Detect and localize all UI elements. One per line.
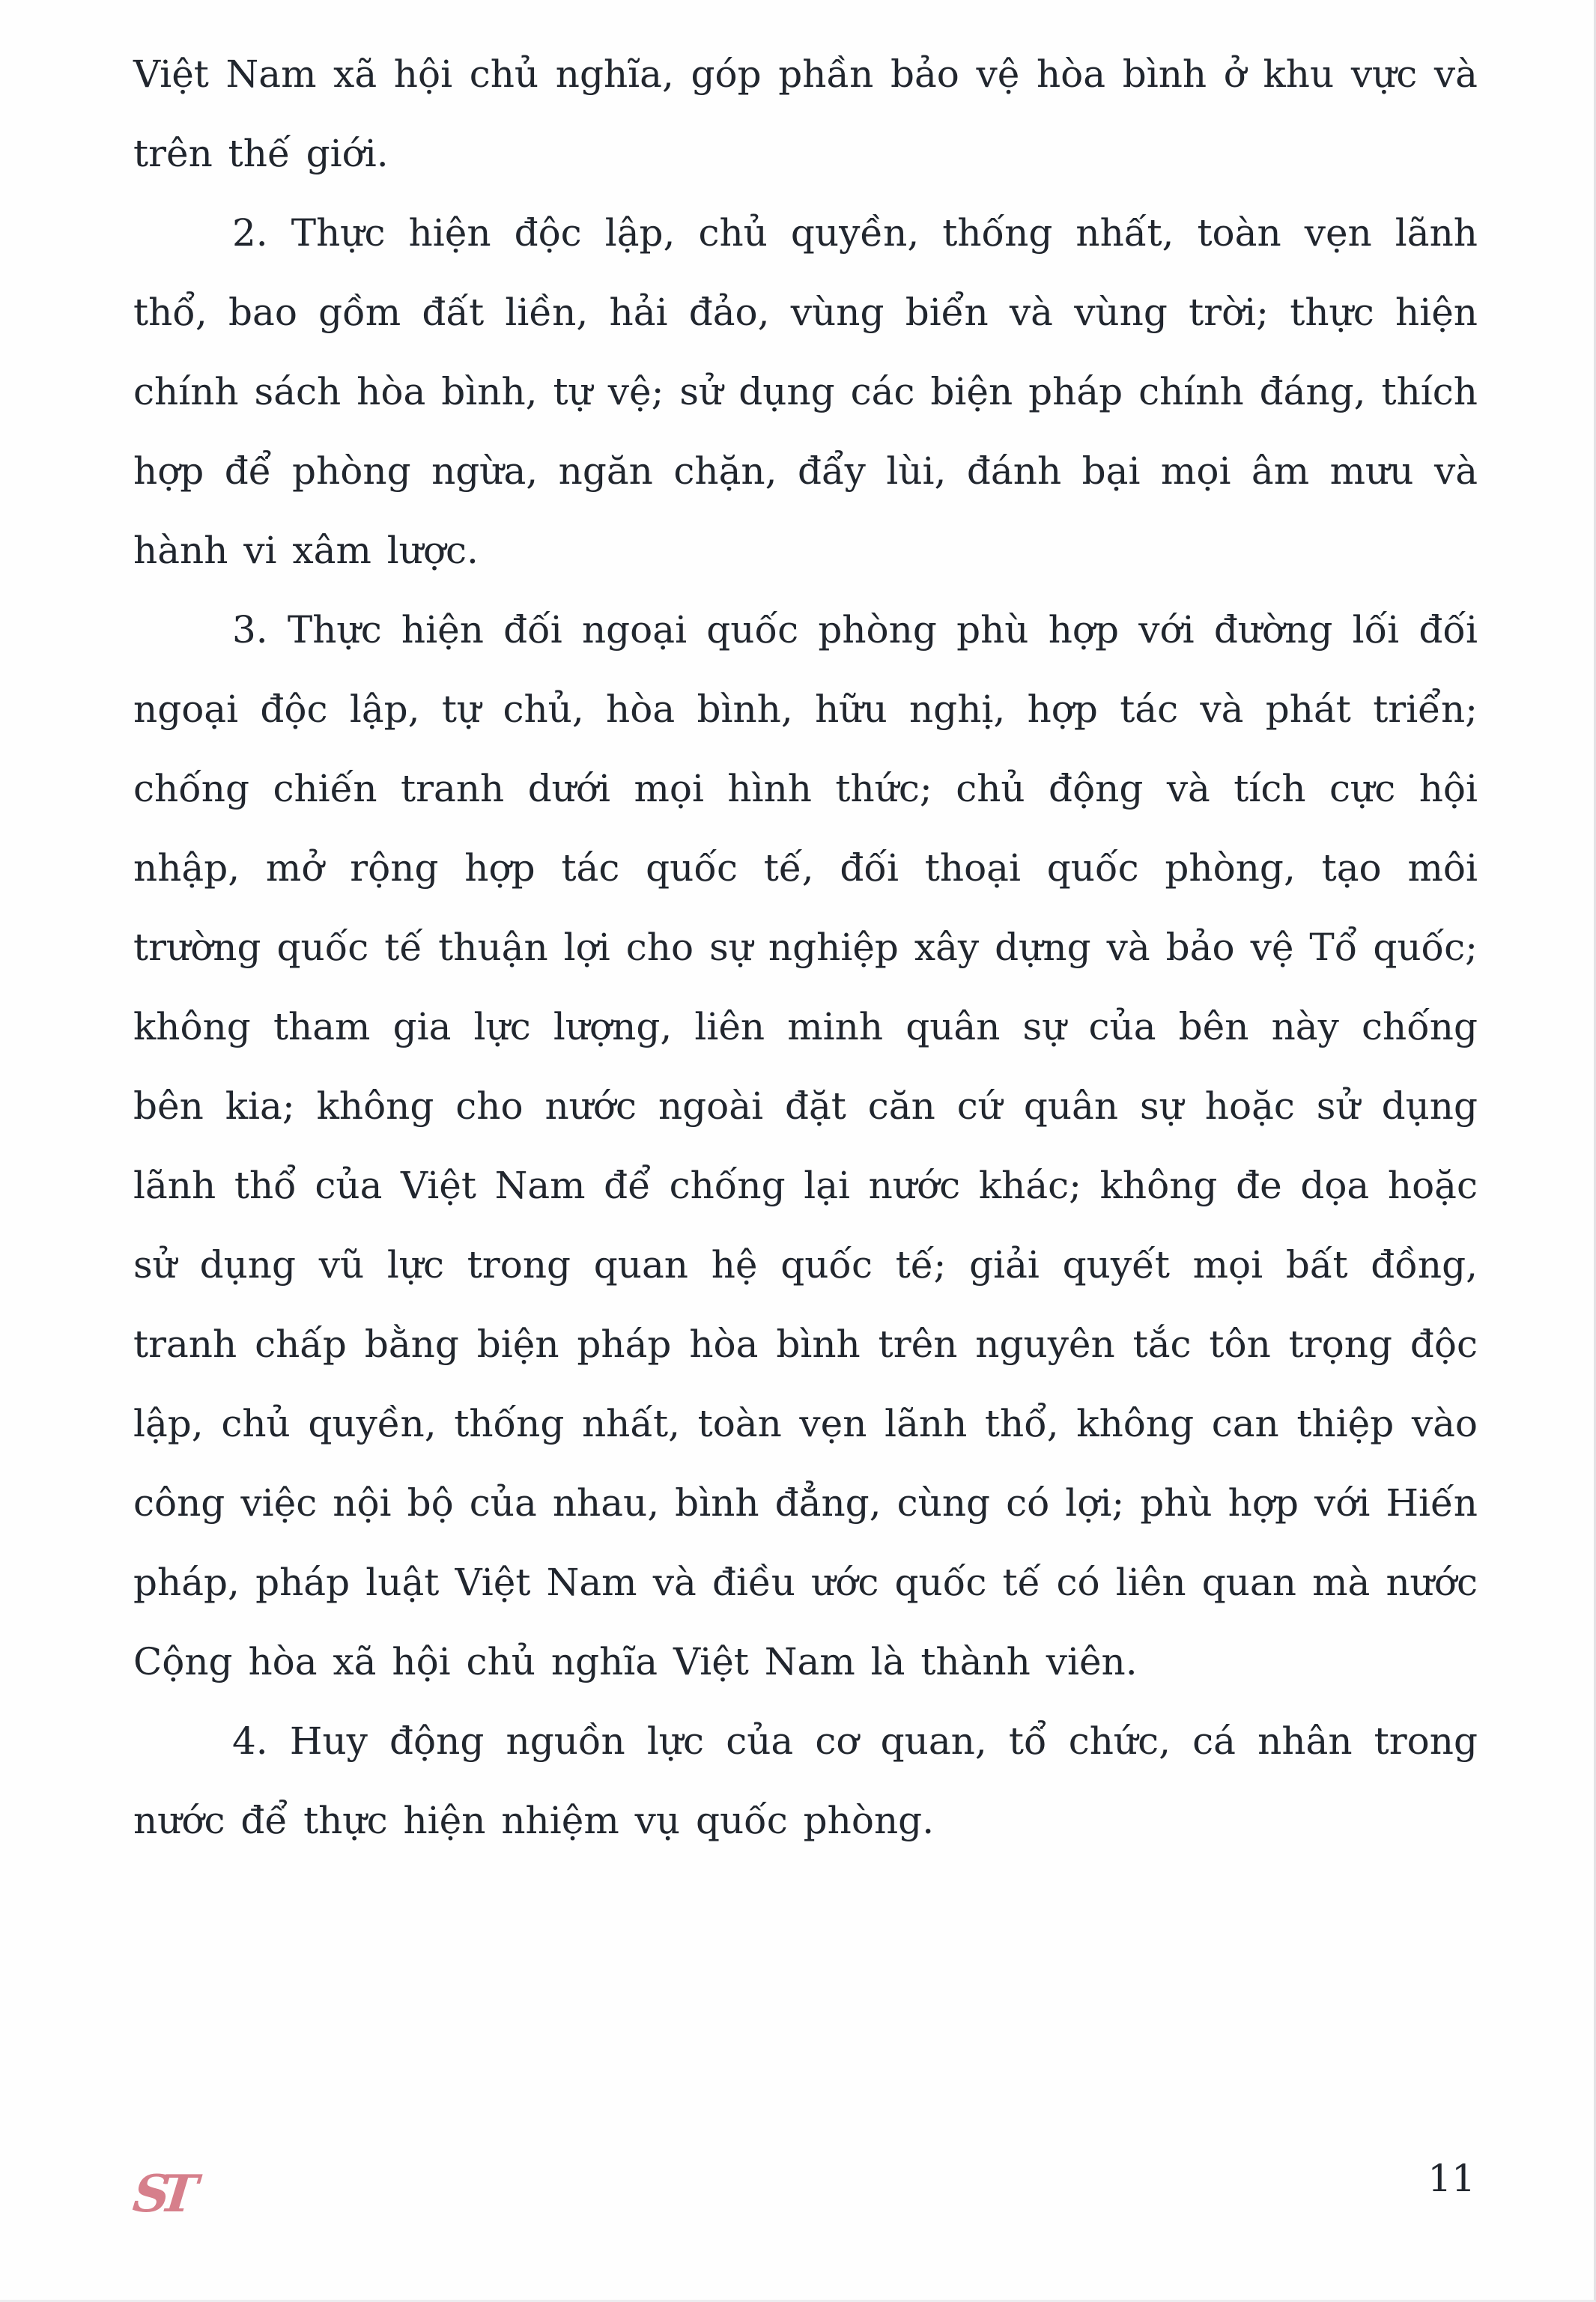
page-body-text	[133, 34, 1478, 1860]
paragraph-continuation: Việt Nam xã hội chủ nghĩa, góp phần bảo vệ hòa bình ở khu vực và trên thế giới.	[133, 52, 1478, 175]
paragraph-clause-4: 4. Huy động nguồn lực của cơ quan, tổ chức, cá nhân trong nước để thực hiện nhiệm vụ quốc phòng.	[133, 1719, 1478, 1842]
paragraph-clause-3: 3. Thực hiện đối ngoại quốc phòng phù hợp với đường lối đối ngoại độc lập, tự chủ, hòa bình, hữu nghị, hợp tác và phát triển; chống chiến tranh dưới mọi hình thức; chủ động và tích cực hội nhập, mở rộng hợp tác quốc tế, đối thoại quốc phòng, tạo môi trường quốc tế thuận lợi cho sự nghiệp xây dựng và bảo vệ Tổ quốc; không tham gia lực lượng, liên minh quân sự của bên này chống bên kia; không cho nước ngoài đặt căn cứ quân sự hoặc sử dụng lãnh thổ của Việt Nam để chống lại nước khác; không đe dọa hoặc sử dụng vũ lực trong quan hệ quốc tế; giải quyết mọi bất đồng, tranh chấp bằng biện pháp hòa bình trên nguyên tắc tôn trọng độc lập, chủ quyền, thống nhất, toàn vẹn lãnh thổ, không can thiệp vào công việc nội bộ của nhau, bình đẳng, cùng có lợi; phù hợp với Hiến pháp, pháp luật Việt Nam và điều ước quốc tế có liên quan mà nước Cộng hòa xã hội chủ nghĩa Việt Nam là thành viên.	[133, 608, 1478, 1683]
publisher-logo-icon: ST	[130, 2164, 190, 2224]
paragraph-clause-2: 2. Thực hiện độc lập, chủ quyền, thống nhất, toàn vẹn lãnh thổ, bao gồm đất liền, hải đảo, vùng biển và vùng trời; thực hiện chính sách hòa bình, tự vệ; sử dụng các biện pháp chính đáng, thích hợp để phòng ngừa, ngăn chặn, đẩy lùi, đánh bại mọi âm mưu và hành vi xâm lược.	[133, 211, 1478, 572]
page-footer	[130, 2157, 1475, 2247]
page-number: 11	[1427, 2157, 1475, 2200]
